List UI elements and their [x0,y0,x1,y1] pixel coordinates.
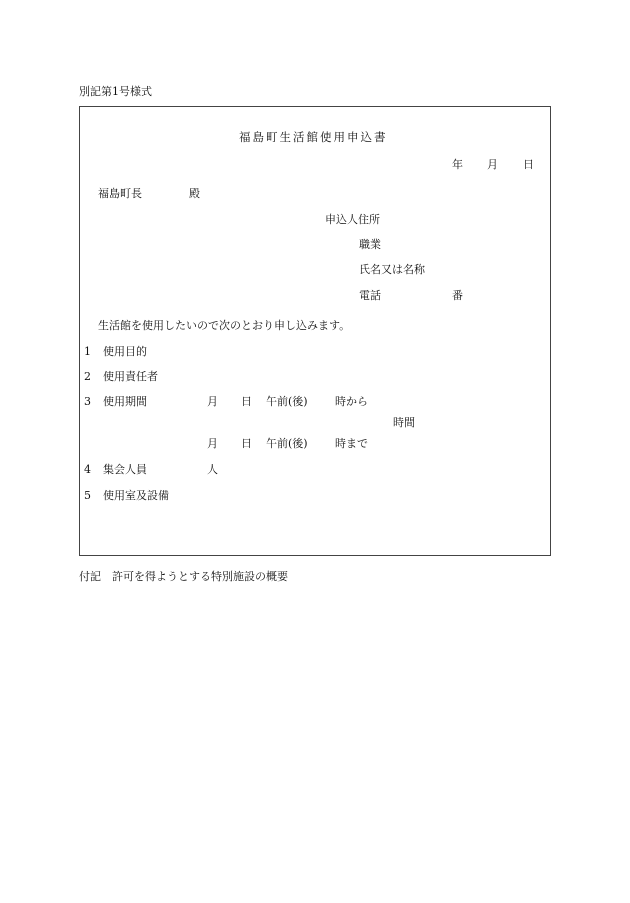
applicant-name-label: 氏名又は名称 [359,263,425,276]
item-rooms-label: 使用室及設備 [103,489,169,502]
addressee-honorific: 殿 [189,187,200,200]
footer-note: 付記 許可を得ようとする特別施設の概要 [79,570,288,583]
applicant-occupation-label: 職業 [359,238,381,251]
item-attendees-label: 集会人員 [103,463,147,476]
item-purpose-label: 使用目的 [103,345,147,358]
date-year: 年 [452,158,463,171]
item-number: 5 [84,489,91,502]
item-responsible-label: 使用責任者 [103,370,158,383]
period-to-month: 月 [207,437,218,450]
applicant-phone-suffix: 番 [452,289,463,302]
date-day: 日 [523,158,534,171]
item-period-label: 使用期間 [103,395,147,408]
applicant-address-label: 申込人住所 [325,213,380,226]
applicant-phone-label: 電話 [359,289,381,302]
period-from-month: 月 [207,395,218,408]
form-title: 福島町生活館使用申込書 [239,130,388,144]
period-duration: 時間 [393,416,415,429]
intro-text: 生活館を使用したいので次のとおり申し込みます。 [98,319,351,332]
item-number: 3 [84,395,91,408]
period-to-day: 日 [241,437,252,450]
item-number: 2 [84,370,91,383]
period-to-ampm: 午前(後) [266,437,308,450]
period-from-day: 日 [241,395,252,408]
item-number: 1 [84,345,91,358]
period-from-ampm: 午前(後) [266,395,308,408]
addressee-name: 福島町長 [98,187,142,200]
item-number: 4 [84,463,91,476]
period-to-hour: 時まで [335,437,368,450]
period-from-hour: 時から [335,395,368,408]
date-month: 月 [487,158,498,171]
form-number: 別記第1号様式 [79,85,152,98]
attendees-unit: 人 [207,463,218,476]
